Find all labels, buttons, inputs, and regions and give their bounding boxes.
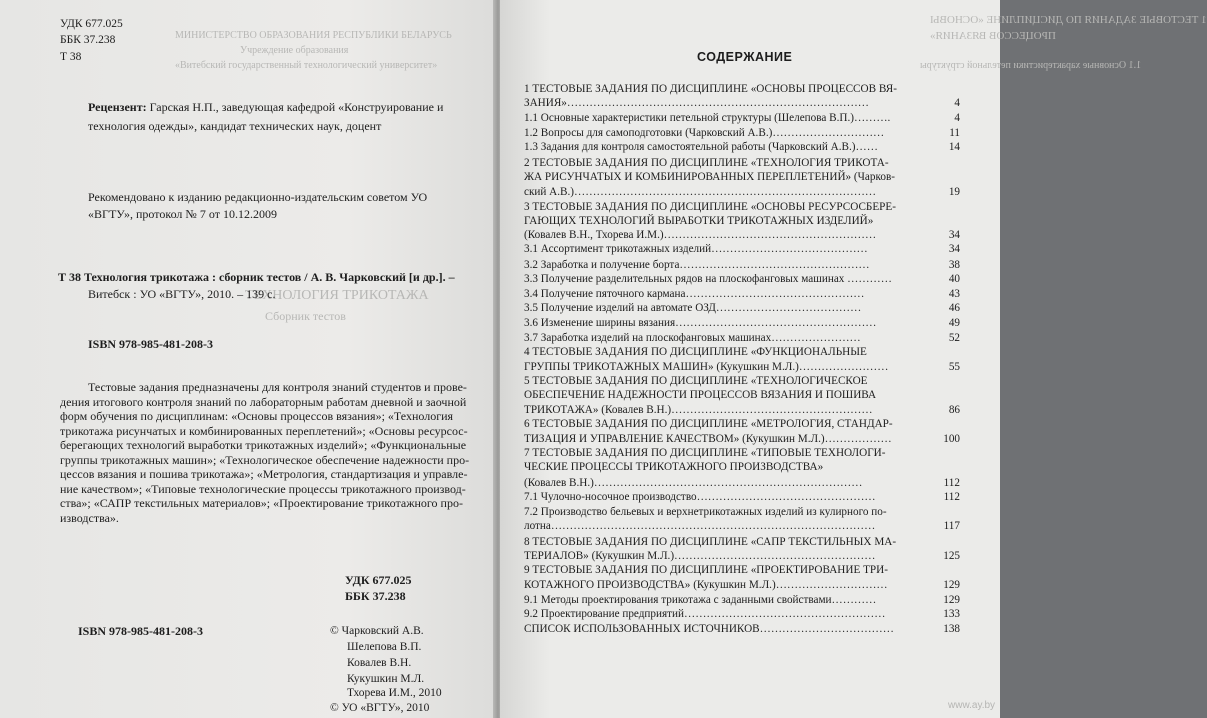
toc-page-number: 11	[949, 127, 960, 139]
abstract-line: форм обучения по дисциплинам: «Основы процессов вязания»; «Технология	[60, 409, 454, 423]
toc-page-number: 129	[943, 594, 960, 606]
abstract-line: группы трикотажных машин»; «Технологическое обеспечение надежности про-	[60, 452, 470, 467]
bleed-through-text: ПРОЦЕССОВ ВЯЗАНИЯ»	[930, 30, 1056, 42]
toc-page-number: 34	[948, 229, 960, 241]
toc-entry	[524, 111, 960, 125]
abstract-line: ства»; «САПР текстильных материалов»; «Проектирование трикотажного про-	[60, 496, 463, 510]
reviewer-line	[88, 100, 478, 115]
toc-entry-text: ТРИКОТАЖА» (Ковалев В.Н.)………………………………………………	[524, 404, 873, 416]
toc-title: СОДЕРЖАНИЕ	[697, 50, 793, 64]
toc-entry-text: 5 ТЕСТОВЫЕ ЗАДАНИЯ ПО ДИСЦИПЛИНЕ «ТЕХНОЛОГИЧЕСКОЕ	[524, 375, 868, 387]
toc-entry-text: 9 ТЕСТОВЫЕ ЗАДАНИЯ ПО ДИСЦИПЛИНЕ «ПРОЕКТИРОВАНИЕ ТРИ-	[524, 564, 888, 576]
toc-entry-text: ТЕРИАЛОВ» (Кукушкин М.Л.)………………………………………………	[524, 550, 876, 562]
abstract-line: изводства».	[60, 510, 119, 525]
toc-entry-text: 7.1 Чулочно-носочное производство…………………………………………	[524, 491, 876, 503]
toc-page-number: 34	[948, 243, 960, 255]
toc-entry	[524, 272, 960, 286]
toc-entry-text: 3.4 Получение пяточного кармана…………………………………………	[524, 288, 865, 300]
copyright-line: Кукушкин М.Л.	[347, 673, 425, 685]
bibliographic-imprint: Витебск : УО «ВГТУ», 2010. – 139 с.	[88, 287, 276, 301]
isbn-bottom: ISBN 978-985-481-208-3	[78, 624, 203, 638]
recommendation-line-1: Рекомендовано к изданию редакционно-издательским советом УО	[88, 190, 428, 204]
bleed-through-text: Учреждение образования	[240, 45, 349, 56]
toc-entry-text: 3.6 Изменение ширины вязания………………………………………………	[524, 317, 877, 329]
bleed-through-text: 1 ТЕСТОВЫЕ ЗАДАНИЯ ПО ДИСЦИПЛИНЕ «ОСНОВЫ	[930, 14, 1207, 26]
toc-entry-text: 1.1 Основные характеристики петельной структуры (Шелепова В.П.)……….	[524, 112, 891, 124]
toc-entry-text: КОТАЖНОГО ПРОИЗВОДСТВА» (Кукушкин М.Л.)…………………………	[524, 579, 888, 591]
reviewer-label: Рецензент:	[88, 100, 147, 114]
toc-entry	[524, 228, 960, 242]
toc-entry	[524, 331, 960, 345]
toc-page-number: 43	[948, 288, 960, 300]
udk-bottom: УДК 677.025	[345, 573, 412, 587]
toc-entry	[524, 374, 960, 388]
toc-entry	[524, 388, 960, 402]
toc-entry-text: 9.2 Проектирование предприятий………………………………………………	[524, 608, 886, 620]
toc-page-number: 112	[943, 477, 960, 489]
toc-entry	[524, 578, 960, 592]
bleed-through-text: Сборник тестов	[265, 309, 346, 323]
toc-entry-text: 3 ТЕСТОВЫЕ ЗАДАНИЯ ПО ДИСЦИПЛИНЕ «ОСНОВЫ РЕСУРСОСБЕРЕ-	[524, 201, 896, 213]
copyright-line: Шелепова В.П.	[347, 641, 422, 653]
abstract-line: трикотажа рисунчатых и комбинированных переплетений»; «Основы ресурсос-	[60, 423, 468, 438]
toc-entry	[524, 535, 960, 549]
toc-entry-text: 1.2 Вопросы для самоподготовки (Чарковский А.В.)…………………………	[524, 127, 885, 139]
toc-entry-text: ГАЮЩИХ ТЕХНОЛОГИЙ ВЫРАБОТКИ ТРИКОТАЖНЫХ ИЗДЕЛИЙ»	[524, 215, 874, 227]
toc-entry-text: ГРУППЫ ТРИКОТАЖНЫХ МАШИН» (Кукушкин М.Л.)……………………	[524, 361, 889, 373]
bbk-code: ББК 37.238	[60, 34, 116, 46]
toc-entry	[524, 403, 960, 417]
toc-page-number: 86	[948, 404, 960, 416]
toc-entry-text: 4 ТЕСТОВЫЕ ЗАДАНИЯ ПО ДИСЦИПЛИНЕ «ФУНКЦИОНАЛЬНЫЕ	[524, 346, 867, 358]
left-page	[0, 0, 497, 718]
toc-entry-text: 3.7 Заработка изделий на плоскофанговых машинах……………………	[524, 332, 861, 344]
toc-entry	[524, 593, 960, 607]
toc-entry	[524, 460, 960, 474]
reviewer-line-2: технология одежды», кандидат технических наук, доцент	[88, 119, 382, 133]
toc-page-number: 49	[948, 317, 960, 329]
toc-entry-text: ЗАНИЯ»………………………………………………………………………	[524, 97, 869, 109]
bleed-through-text: 1.1 Основные характеристики петельной структуры	[920, 60, 1142, 71]
toc-entry-text: 7 ТЕСТОВЫЕ ЗАДАНИЯ ПО ДИСЦИПЛИНЕ «ТИПОВЫЕ ТЕХНОЛОГИ-	[524, 447, 886, 459]
udk-code: УДК 677.025	[60, 18, 123, 30]
copyright-line: © Чарковский А.В.	[330, 625, 424, 637]
abstract-line: цессов вязания и пошива трикотажа»; «Метрология, стандартизация и управле-	[60, 467, 468, 481]
toc-page-number: 52	[948, 332, 960, 344]
toc-entry	[524, 563, 960, 577]
toc-page-number: 40	[948, 273, 960, 285]
watermark: www.ay.by	[948, 700, 996, 711]
toc-page-number: 55	[948, 361, 960, 373]
author-cipher: Т 38	[60, 51, 82, 63]
toc-entry	[524, 156, 960, 170]
toc-entry-text: ТИЗАЦИЯ И УПРАВЛЕНИЕ КАЧЕСТВОМ» (Кукушкин М.Л.)………………	[524, 433, 892, 445]
toc-entry-text: 1 ТЕСТОВЫЕ ЗАДАНИЯ ПО ДИСЦИПЛИНЕ «ОСНОВЫ ПРОЦЕССОВ ВЯ-	[524, 83, 897, 95]
copyright-line: © УО «ВГТУ», 2010	[330, 702, 430, 714]
bleed-through-text: МИНИСТЕРСТВО ОБРАЗОВАНИЯ РЕСПУБЛИКИ БЕЛАРУСЬ	[175, 30, 452, 41]
toc-entry-text: 8 ТЕСТОВЫЕ ЗАДАНИЯ ПО ДИСЦИПЛИНЕ «САПР ТЕКСТИЛЬНЫХ МА-	[524, 536, 897, 548]
toc-entry-text: 7.2 Производство бельевых и верхнетрикотажных изделий из кулирного по-	[524, 506, 887, 518]
toc-entry	[524, 607, 960, 621]
toc-entry	[524, 345, 960, 359]
toc-entry	[524, 360, 960, 374]
toc-entry	[524, 476, 960, 490]
bleed-through-text: ТЕХНОЛОГИЯ ТРИКОТАЖА	[245, 288, 429, 303]
abstract-line: дения итогового контроля знаний по лабораторным работам дневной и заочной	[60, 394, 467, 409]
toc-entry	[524, 140, 960, 154]
toc-entry	[524, 170, 960, 184]
bbk-bottom: ББК 37.238	[345, 589, 406, 603]
toc-page-number: 4	[954, 112, 960, 124]
toc-entry-text: ЖА РИСУНЧАТЫХ И КОМБИНИРОВАННЫХ ПЕРЕПЛЕТЕНИЙ» (Чарков-	[524, 171, 895, 183]
toc-entry	[524, 432, 960, 446]
toc-page-number: 46	[948, 302, 960, 314]
toc-entry-text: ЧЕСКИЕ ПРОЦЕССЫ ТРИКОТАЖНОГО ПРОИЗВОДСТВА»	[524, 461, 824, 473]
toc-entry	[524, 549, 960, 563]
toc-entry	[524, 490, 960, 504]
toc-page-number: 4	[954, 97, 960, 109]
toc-page-number: 38	[948, 259, 960, 271]
toc-page-number: 129	[943, 579, 960, 591]
toc-entry	[524, 316, 960, 330]
toc-entry	[524, 242, 960, 256]
abstract	[60, 380, 490, 525]
toc-entry-text: ский А.В.)………………………………………………………………………	[524, 186, 877, 198]
abstract-line: ние качеством»; «Типовые технологические процессы трикотажного производ-	[60, 481, 466, 496]
recommendation-line-2: «ВГТУ», протокол № 7 от 10.12.2009	[88, 207, 277, 221]
toc-page-number: 133	[943, 608, 960, 620]
toc-entry	[524, 301, 960, 315]
bleed-through-text: «Витебский государственный технологический университет»	[175, 60, 438, 71]
toc-entry	[524, 519, 960, 533]
toc-entry	[524, 505, 960, 519]
toc-entry	[524, 622, 960, 636]
abstract-line: Тестовые задания предназначены для контроля знаний студентов и прове-	[88, 380, 467, 394]
toc-entry	[524, 126, 960, 140]
toc-page-number: 125	[943, 550, 960, 562]
reviewer-text: Гарская Н.П., заведующая кафедрой «Конструирование и	[146, 100, 444, 114]
toc-entry	[524, 287, 960, 301]
toc-entry	[524, 96, 960, 110]
toc-entry-text: 2 ТЕСТОВЫЕ ЗАДАНИЯ ПО ДИСЦИПЛИНЕ «ТЕХНОЛОГИЯ ТРИКОТА-	[524, 157, 889, 169]
bibliographic-record: Т 38 Технология трикотажа : сборник тестов / А. В. Чарковский [и др.]. –	[58, 270, 455, 284]
toc-entry	[524, 258, 960, 272]
toc-entry-text: 6 ТЕСТОВЫЕ ЗАДАНИЯ ПО ДИСЦИПЛИНЕ «МЕТРОЛОГИЯ, СТАНДАР-	[524, 418, 893, 430]
toc-entry	[524, 185, 960, 199]
toc-page-number: 100	[943, 433, 960, 445]
toc-entry-text: 9.1 Методы проектирования трикотажа с заданными свойствами…………	[524, 594, 877, 606]
toc-entry-text: 3.3 Получение разделительных рядов на плоскофанговых машинах …………	[524, 273, 892, 285]
toc-page-number: 117	[943, 520, 960, 532]
toc-entry	[524, 214, 960, 228]
toc-entry-text: лотна……………………………………………………………………………	[524, 520, 876, 532]
toc-entry	[524, 417, 960, 431]
toc-entry-text: (Ковалев В.Н.)………………………………………………………………	[524, 477, 863, 489]
toc-entry-text: 1.3 Задания для контроля самостоятельной работы (Чарковский А.В.)……	[524, 141, 878, 153]
isbn-top: ISBN 978-985-481-208-3	[88, 337, 213, 351]
toc-entry	[524, 82, 960, 96]
toc-entry-text: 3.5 Получение изделий на автомате ОЗД…………………………………	[524, 302, 862, 314]
toc-entry-text: СПИСОК ИСПОЛЬЗОВАННЫХ ИСТОЧНИКОВ………………………………	[524, 623, 894, 635]
toc-entry-text: ОБЕСПЕЧЕНИЕ НАДЕЖНОСТИ ПРОЦЕССОВ ВЯЗАНИЯ И ПОШИВА	[524, 389, 877, 401]
abstract-line: берегающих технологий выработки трикотажных изделий»; «Функциональные	[60, 438, 467, 452]
toc-entry-text: 3.2 Заработка и получение борта……………………………………………	[524, 259, 870, 271]
toc-page-number: 14	[948, 141, 960, 153]
copyright-line: Тхорева И.М., 2010	[347, 687, 442, 699]
toc-page-number: 19	[948, 186, 960, 198]
copyright-line: Ковалев В.Н.	[347, 657, 412, 669]
toc-entry	[524, 446, 960, 460]
toc-page-number: 138	[943, 623, 960, 635]
toc-entry-text: (Ковалев В.Н., Тхорева И.М.)…………………………………………………	[524, 229, 877, 241]
toc-entry	[524, 200, 960, 214]
toc-page-number: 112	[943, 491, 960, 503]
toc-entry-text: 3.1 Ассортимент трикотажных изделий……………………………………	[524, 243, 868, 255]
